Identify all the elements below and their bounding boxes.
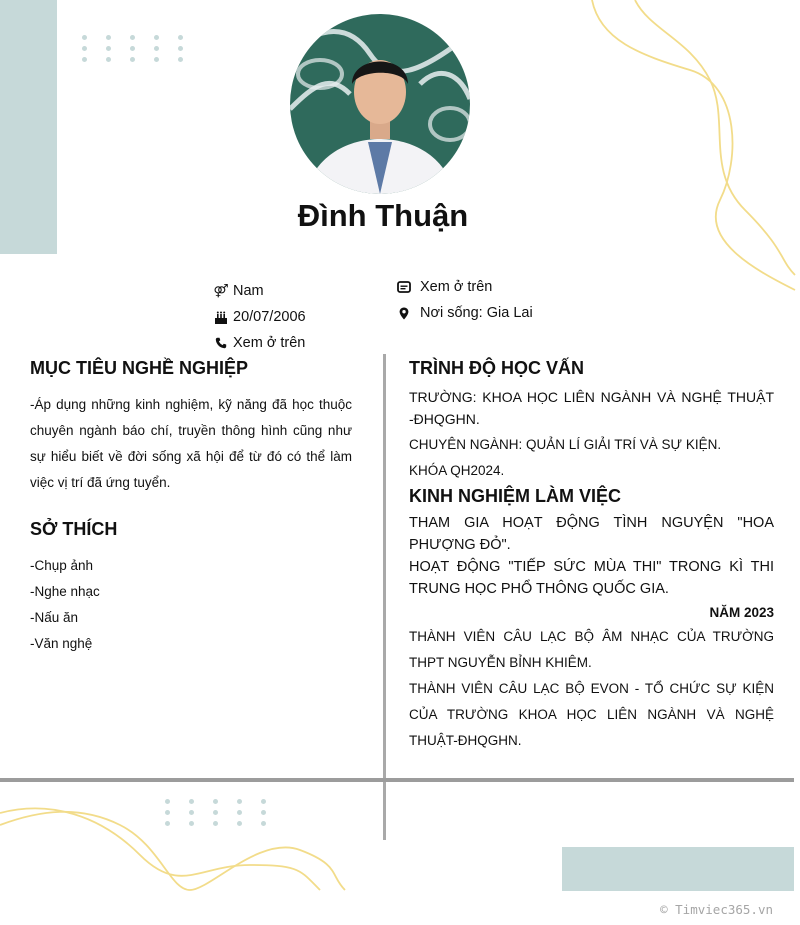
personal-info-right xyxy=(395,274,533,326)
bottom-divider xyxy=(0,778,794,782)
hobby-item: -Nấu ăn xyxy=(30,610,79,625)
objective-section xyxy=(30,358,352,496)
top-dot-pattern xyxy=(82,35,186,63)
hobby-item: -Văn nghệ xyxy=(30,636,93,651)
hobbies-section xyxy=(30,519,352,657)
address-value: Nơi sống: Gia Lai xyxy=(420,305,533,321)
education-school: TRƯỜNG: KHOA HỌC LIÊN NGÀNH VÀ NGHỆ THUẬT -ĐHQGHN. xyxy=(409,389,774,427)
experience-heading: KINH NGHIỆM LÀM VIỆC xyxy=(409,486,622,506)
email-value: Xem ở trên xyxy=(420,279,493,295)
hobby-item: -Nghe nhạc xyxy=(30,584,100,599)
personal-info-left xyxy=(212,278,306,356)
objective-text: -Áp dụng những kinh nghiệm, kỹ năng đã học thuộc chuyên ngành báo chí, truyền thông hình cũng như sự hiểu biết về đời sống xã hội để từ đó có thể làm việc vị trí đã ứng tuyển. xyxy=(30,397,352,490)
education-course: KHÓA QH2024. xyxy=(409,463,505,478)
phone-value: Xem ở trên xyxy=(233,335,306,351)
experience-item: THÀNH VIÊN CÂU LẠC BỘ EVON - TỔ CHỨC SỰ KIỆN CỦA TRƯỜNG KHOA HỌC LIÊN NGÀNH VÀ NGHỆ THUẬT-ĐHQGHN. xyxy=(409,681,774,748)
experience-year: NĂM 2023 xyxy=(709,605,774,620)
education-heading: TRÌNH ĐỘ HỌC VẤN xyxy=(409,358,584,378)
bottom-right-accent-block xyxy=(562,847,794,891)
gender-row xyxy=(212,278,306,304)
email-icon xyxy=(395,281,413,293)
education-major: CHUYÊN NGÀNH: QUẢN LÍ GIẢI TRÍ VÀ SỰ KIỆN. xyxy=(409,437,722,452)
experience-item: THÀNH VIÊN CÂU LẠC BỘ ÂM NHẠC CỦA TRƯỜNG THPT NGUYỄN BỈNH KHIÊM. xyxy=(409,629,774,670)
address-row xyxy=(395,300,533,326)
location-pin-icon xyxy=(395,307,413,320)
gender-icon: ⚤ xyxy=(213,283,229,298)
site-watermark: © Timviec365.vn xyxy=(660,902,773,917)
objective-heading: MỤC TIÊU NGHỀ NGHIỆP xyxy=(30,358,249,378)
birthday-row xyxy=(212,304,306,330)
hobbies-heading: SỞ THÍCH xyxy=(30,519,118,539)
experience-item: HOẠT ĐỘNG "TIẾP SỨC MÙA THI" TRONG KÌ THI TRUNG HỌC PHỔ THÔNG QUỐC GIA. xyxy=(409,559,774,597)
education-section xyxy=(409,358,774,482)
profile-photo xyxy=(290,14,470,194)
phone-row xyxy=(212,330,306,356)
experience-item: THAM GIA HOẠT ĐỘNG TÌNH NGUYỆN "HOA PHƯỢNG ĐỎ". xyxy=(409,515,774,553)
birthday-cake-icon xyxy=(212,311,230,324)
top-right-wave-decoration xyxy=(580,0,800,300)
bottom-left-wave-decoration xyxy=(0,795,350,895)
hobby-item: -Chụp ảnh xyxy=(30,558,94,573)
phone-icon xyxy=(212,337,230,349)
email-row xyxy=(395,274,533,300)
candidate-name: Đình Thuận xyxy=(297,198,469,233)
birthday-value: 20/07/2006 xyxy=(233,309,306,325)
experience-section xyxy=(409,486,774,754)
gender-value: Nam xyxy=(233,283,264,299)
column-divider xyxy=(383,354,386,840)
